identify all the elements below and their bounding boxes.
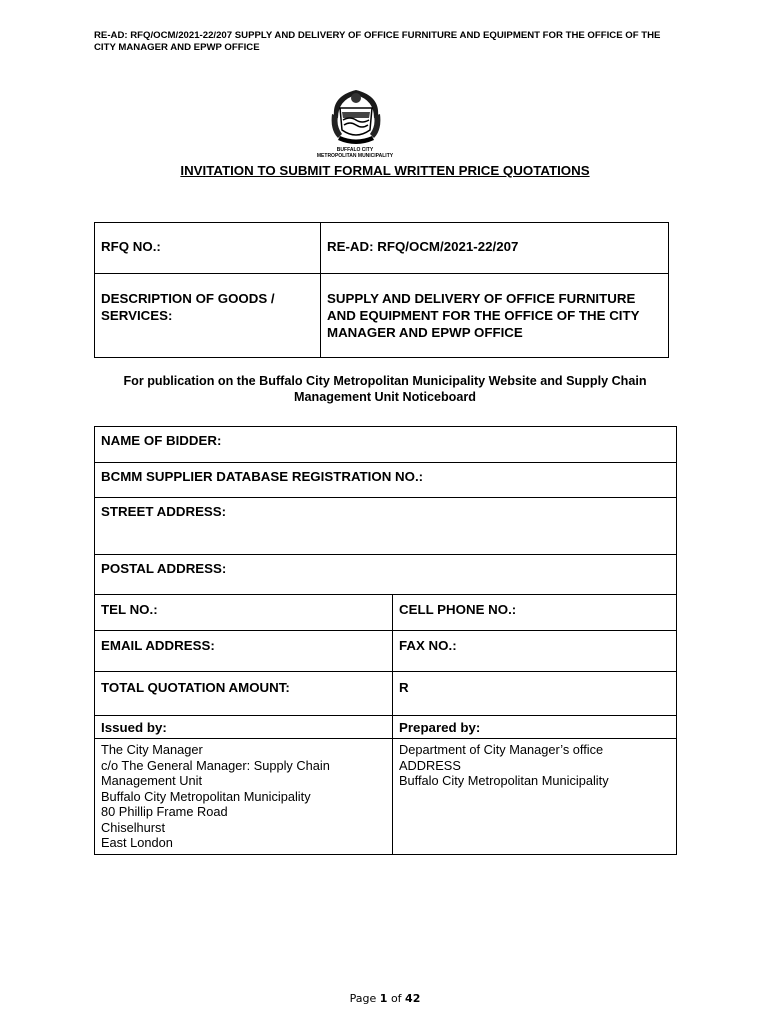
municipal-coat-of-arms-icon (328, 86, 384, 146)
email-field: EMAIL ADDRESS: (95, 631, 393, 672)
publication-note: For publication on the Buffalo City Metropolitan Municipality Website and Supply Chain Management Unit Noticeboard (123, 374, 647, 404)
currency-symbol: R (393, 672, 677, 716)
issued-by-address (95, 739, 393, 855)
supplier-database-field: BCMM SUPPLIER DATABASE REGISTRATION NO.: (95, 463, 677, 498)
prepared-by-label: Prepared by: (393, 716, 677, 739)
prepared-line: Buffalo City Metropolitan Municipality (399, 773, 609, 788)
page-footer (0, 992, 770, 1005)
page-of: of (390, 992, 402, 1005)
cell-phone-field: CELL PHONE NO.: (393, 595, 677, 631)
issued-line: Buffalo City Metropolitan Municipality (101, 788, 311, 804)
issued-line: Chiselhurst (101, 819, 166, 835)
rfq-table (94, 222, 669, 358)
page-total: 42 (405, 992, 421, 1005)
rfq-number-label: RFQ NO.: (95, 223, 321, 274)
rfq-number-value: RE-AD: RFQ/OCM/2021-22/207 (321, 223, 669, 274)
issued-line: 80 Phillip Frame Road (101, 804, 228, 819)
logo-caption-line1: BUFFALO CITY (336, 147, 374, 153)
page-prefix: Page (349, 992, 377, 1005)
street-address-field: STREET ADDRESS: (95, 498, 677, 555)
logo-caption-line2: METROPOLITAN MUNICIPALITY (316, 153, 394, 159)
page-title: INVITATION TO SUBMIT FORMAL WRITTEN PRICE QUOTATIONS (180, 163, 590, 178)
postal-address-field: POSTAL ADDRESS: (95, 555, 677, 595)
bidder-name-field: NAME OF BIDDER: (95, 427, 677, 463)
tel-field: TEL NO.: (95, 595, 393, 631)
prepared-by-address (393, 739, 677, 855)
issued-line: c/o The General Manager: Supply Chain Management Unit (101, 757, 330, 788)
bidder-table (94, 426, 677, 855)
description-label: DESCRIPTION OF GOODS / SERVICES: (95, 274, 321, 358)
issued-by-label: Issued by: (95, 716, 393, 739)
fax-field: FAX NO.: (393, 631, 677, 672)
prepared-line: ADDRESS (399, 757, 461, 773)
document-header: RE-AD: RFQ/OCM/2021-22/207 SUPPLY AND DELIVERY OF OFFICE FURNITURE AND EQUIPMENT FOR THE OFFICE OF THE CITY MANAGER AND EPWP OFFICE (94, 30, 661, 53)
total-amount-field: TOTAL QUOTATION AMOUNT: (95, 672, 393, 716)
page-number: 1 (379, 992, 388, 1005)
issued-line: The City Manager (101, 742, 203, 757)
prepared-line: Department of City Manager’s office (399, 742, 604, 757)
issued-line: East London (101, 835, 173, 850)
description-value: SUPPLY AND DELIVERY OF OFFICE FURNITURE AND EQUIPMENT FOR THE OFFICE OF THE CITY MANAGER AND EPWP OFFICE (321, 274, 669, 358)
